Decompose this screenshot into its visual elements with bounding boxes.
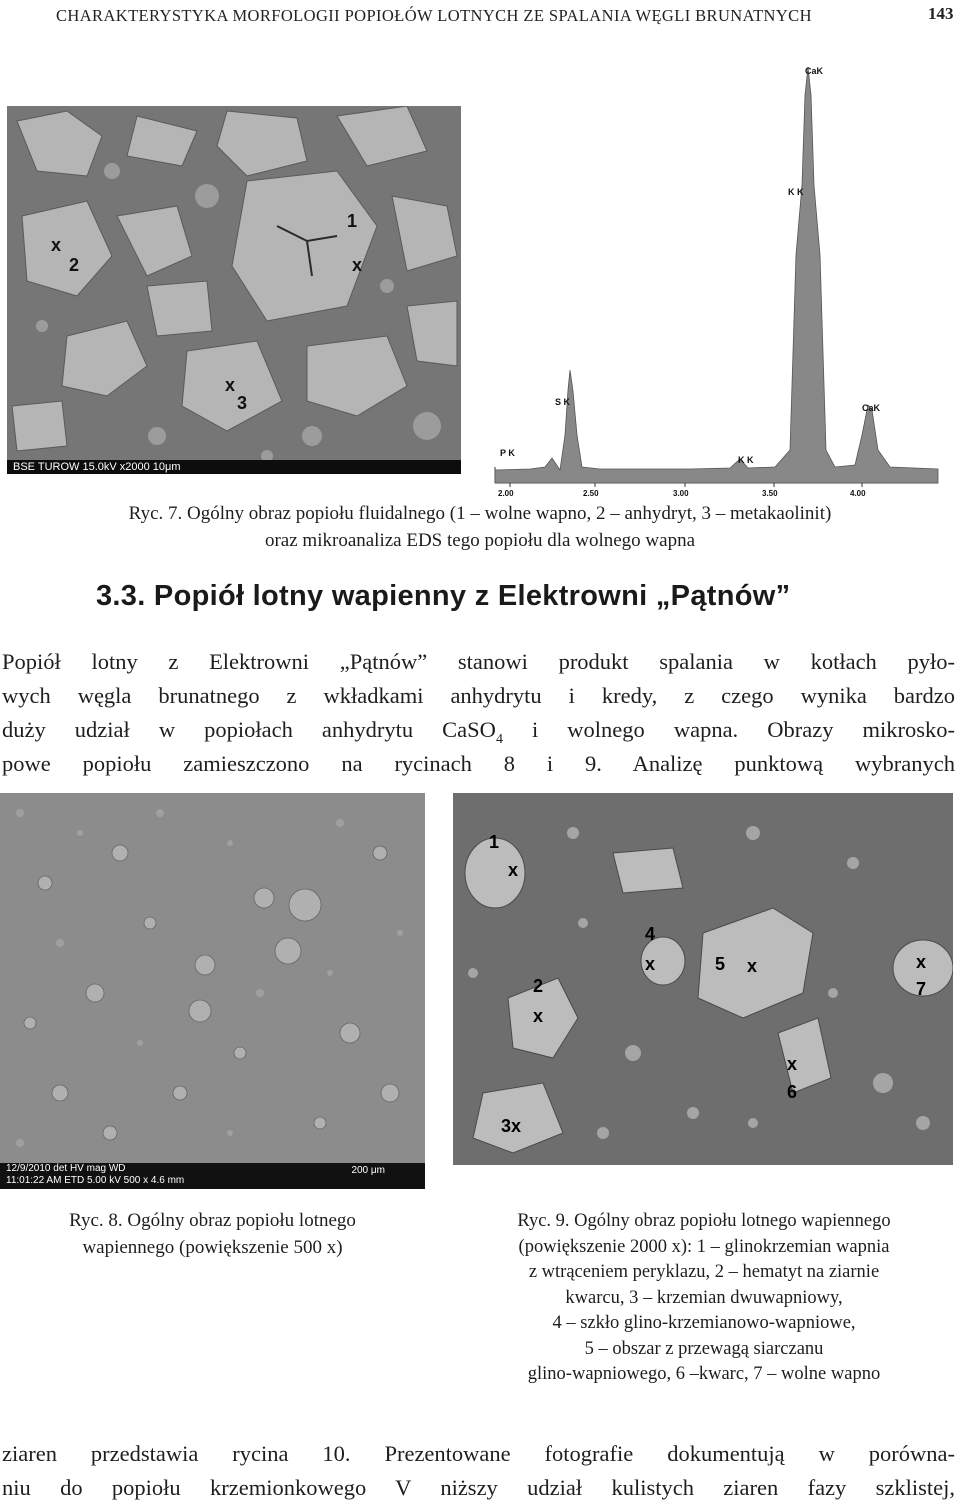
sem-particles-texture bbox=[7, 106, 461, 474]
sem-label: 4 bbox=[645, 924, 656, 944]
caption-line: glino-wapniowego, 6 –kwarc, 7 – wolne wapno bbox=[527, 1364, 881, 1384]
caption-line: 4 – szkło glino-krzemianowo-wapniowe, bbox=[552, 1313, 856, 1333]
sem-label: 2 bbox=[533, 976, 544, 996]
eds-peak-label: K K bbox=[738, 455, 754, 465]
sem-label: 2 bbox=[69, 255, 80, 275]
sem-particles-texture bbox=[453, 793, 953, 1165]
sem-marker: x bbox=[747, 956, 758, 976]
body-paragraph bbox=[2, 645, 955, 781]
section-heading: 3.3. Popiół lotny wapienny z Elektrowni „Pątnów” bbox=[96, 580, 791, 612]
eds-tick-label: 2.50 bbox=[583, 489, 599, 498]
text-span: i wolnego wapna. Obrazy mikrosko- bbox=[502, 717, 955, 742]
eds-peak-label: CaK bbox=[805, 66, 824, 76]
header-title: CHARAKTERYSTYKA MORFOLOGII POPIOŁÓW LOTNYCH ZE SPALANIA WĘGLI BRUNATNYCH bbox=[56, 6, 812, 25]
sem-marker: x bbox=[645, 954, 656, 974]
caption-line: z wtrąceniem peryklazu, 2 – hematyt na ziarnie bbox=[528, 1262, 880, 1282]
caption-line: kwarcu, 3 – krzemian dwuwapniowy, bbox=[565, 1287, 843, 1308]
sem-label: 5 bbox=[715, 954, 726, 974]
sem-label: 3x bbox=[501, 1116, 522, 1136]
body-paragraph bbox=[2, 1437, 955, 1505]
running-header bbox=[0, 4, 960, 28]
figure8-caption bbox=[0, 1207, 425, 1261]
caption-line: (powiększenie 2000 x): 1 – glinokrzemian wapnia bbox=[518, 1236, 890, 1257]
sem-info-bar: BSE TUROW 15.0kV x2000 10μm bbox=[7, 460, 461, 474]
paragraph-line: niu do popiołu krzemionkowego V niższy udział kulistych ziaren fazy szklistej, bbox=[2, 1475, 955, 1500]
sem-particles-texture bbox=[0, 793, 425, 1163]
paragraph-line: ziaren przedstawia rycina 10. Prezentowane fotografie dokumentują w porówna- bbox=[2, 1441, 955, 1466]
figure9-sem-image bbox=[453, 793, 953, 1165]
caption-line: Ryc. 8. Ogólny obraz popiołu lotnego bbox=[69, 1210, 356, 1231]
sem-info-bar bbox=[0, 1163, 425, 1189]
sem-marker: x bbox=[225, 375, 236, 395]
subscript: 4 bbox=[495, 732, 503, 747]
sem-marker: x bbox=[916, 952, 927, 972]
eds-peak-label: CaK bbox=[862, 403, 881, 413]
caption-line: Ryc. 7. Ogólny obraz popiołu fluidalnego (1 – wolne wapno, 2 – anhydryt, 3 – metakaolinit) bbox=[128, 503, 832, 524]
eds-tick-label: 3.50 bbox=[762, 489, 778, 498]
page-number: 143 bbox=[928, 4, 954, 23]
info-row: 11:01:22 AM ETD 5.00 kV 500 x 4.6 mm bbox=[6, 1175, 185, 1186]
figure8-sem-image bbox=[0, 793, 425, 1189]
figure7-sem-image bbox=[7, 106, 461, 474]
sem-marker: x bbox=[508, 860, 519, 880]
caption-line: Ryc. 9. Ogólny obraz popiołu lotnego wapiennego bbox=[517, 1211, 891, 1231]
paragraph-line: powe popiołu zamieszczono na rycinach 8 i 9. Analizę punktową wybranych bbox=[2, 751, 955, 776]
eds-tick-label: 4.00 bbox=[850, 489, 866, 498]
figure9-caption bbox=[449, 1209, 959, 1388]
eds-peak-label: S K bbox=[555, 397, 571, 407]
eds-tick-label: 3.00 bbox=[673, 489, 689, 498]
sem-marker: x bbox=[352, 255, 363, 275]
eds-spectrum bbox=[490, 55, 940, 505]
caption-line: wapiennego (powiększenie 500 x) bbox=[82, 1237, 343, 1258]
info-row: 12/9/2010 det HV mag WD bbox=[6, 1163, 126, 1174]
eds-peak-label: P K bbox=[500, 448, 515, 458]
sem-marker: x bbox=[533, 1006, 544, 1026]
eds-peak-label: K K bbox=[788, 187, 804, 197]
caption-line: 5 – obszar z przewagą siarczanu bbox=[584, 1338, 824, 1359]
sem-label: 1 bbox=[347, 211, 358, 231]
sem-label: 7 bbox=[916, 979, 927, 999]
sem-label: 3 bbox=[237, 393, 248, 413]
scale-label: 200 μm bbox=[351, 1165, 385, 1176]
text-span: duży udział w popiołach anhydrytu CaSO bbox=[2, 717, 496, 742]
caption-line: oraz mikroanaliza EDS tego popiołu dla wolnego wapna bbox=[264, 530, 695, 551]
eds-tick-label: 2.00 bbox=[498, 489, 514, 498]
paragraph-line: Popiół lotny z Elektrowni „Pątnów” stanowi produkt spalania w kotłach pyło- bbox=[2, 649, 955, 674]
sem-label: 1 bbox=[489, 832, 500, 852]
sem-label: 6 bbox=[787, 1082, 798, 1102]
paragraph-line-formula bbox=[2, 713, 955, 747]
paragraph-line: wych węgla brunatnego z wkładkami anhydrytu i kredy, z czego wynika bardzo bbox=[2, 683, 955, 708]
sem-marker: x bbox=[51, 235, 62, 255]
figure7-caption bbox=[0, 500, 960, 554]
sem-marker: x bbox=[787, 1054, 798, 1074]
